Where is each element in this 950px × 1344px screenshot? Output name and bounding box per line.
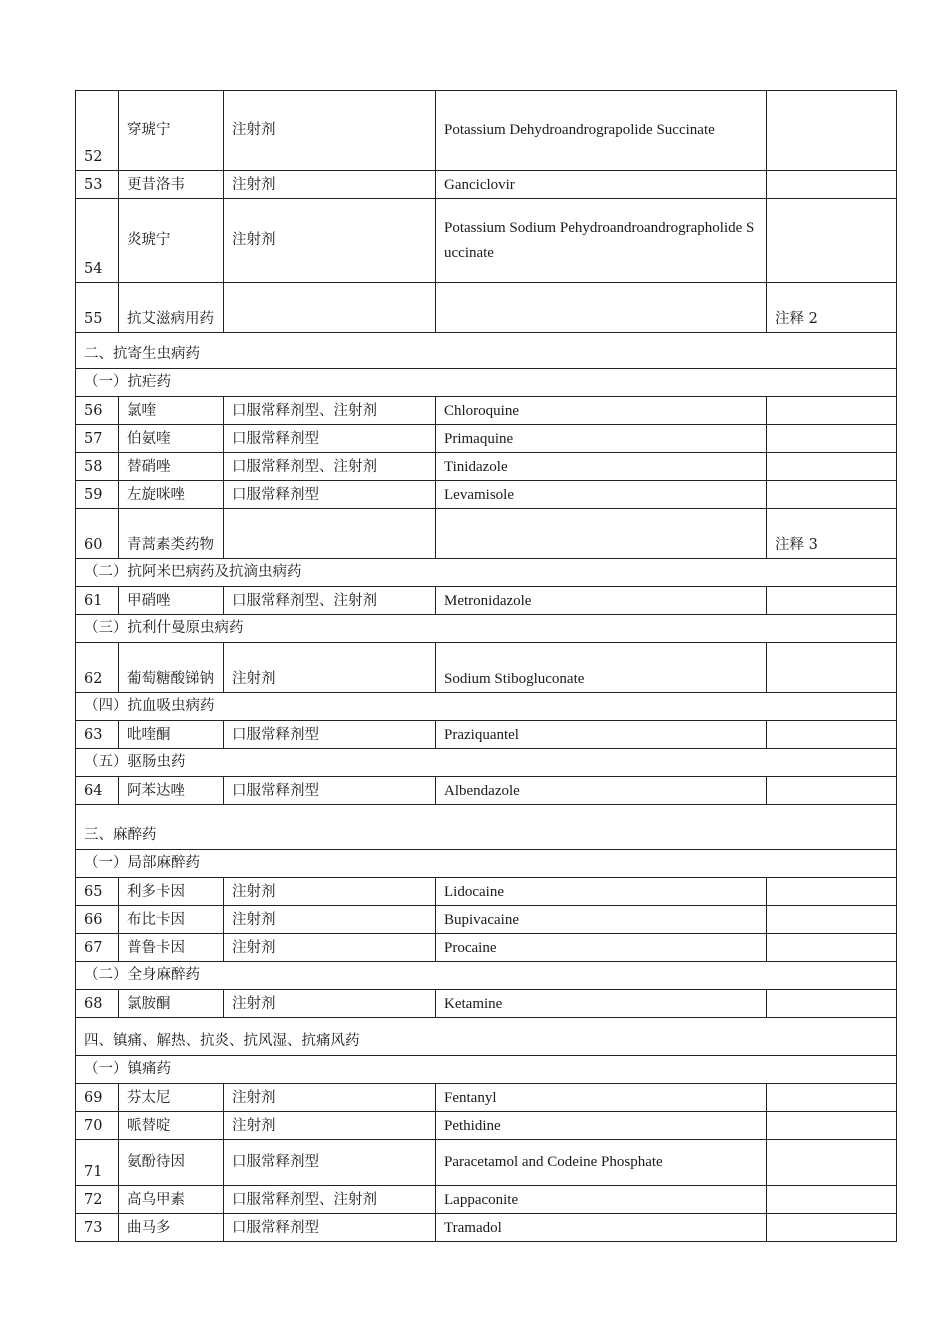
row-number: 63 [76, 721, 119, 749]
subsection-heading-row [76, 615, 897, 643]
drug-name-en: Bupivacaine [436, 906, 767, 934]
remark [767, 1084, 897, 1112]
table-row [76, 397, 897, 425]
remark [767, 1140, 897, 1186]
table-row [76, 91, 897, 171]
remark [767, 1186, 897, 1214]
row-number: 73 [76, 1214, 119, 1242]
drug-name-cn: 葡萄糖酸锑钠 [119, 643, 224, 693]
drug-name-cn: 吡喹酮 [119, 721, 224, 749]
table-row [76, 906, 897, 934]
drug-name-en [436, 509, 767, 559]
row-number: 64 [76, 777, 119, 805]
subsection-heading: （三）抗利什曼原虫病药 [76, 615, 897, 643]
table-row [76, 425, 897, 453]
dosage-form: 注射剂 [224, 171, 436, 199]
section-heading-row [76, 805, 897, 850]
row-number: 71 [76, 1140, 119, 1186]
drug-name-en: Chloroquine [436, 397, 767, 425]
dosage-form: 口服常释剂型 [224, 777, 436, 805]
drug-name-en: Ketamine [436, 990, 767, 1018]
remark [767, 878, 897, 906]
table-row [76, 878, 897, 906]
drug-name-en: Praziquantel [436, 721, 767, 749]
section-heading-row [76, 1018, 897, 1056]
subsection-heading: （四）抗血吸虫病药 [76, 693, 897, 721]
section-heading: 三、麻醉药 [76, 805, 897, 850]
remark [767, 643, 897, 693]
section-heading: 二、抗寄生虫病药 [76, 333, 897, 369]
table-row [76, 721, 897, 749]
row-number: 52 [76, 91, 119, 171]
section-heading-row [76, 333, 897, 369]
dosage-form: 注射剂 [224, 91, 436, 171]
row-number: 62 [76, 643, 119, 693]
drug-name-cn: 青蒿素类药物 [119, 509, 224, 559]
dosage-form: 注射剂 [224, 643, 436, 693]
drug-name-en: Tinidazole [436, 453, 767, 481]
table-row [76, 1112, 897, 1140]
drug-name-en: Tramadol [436, 1214, 767, 1242]
remark [767, 1112, 897, 1140]
drug-name-cn: 抗艾滋病用药 [119, 283, 224, 333]
row-number: 57 [76, 425, 119, 453]
dosage-form: 口服常释剂型、注射剂 [224, 397, 436, 425]
row-number: 55 [76, 283, 119, 333]
table-row [76, 453, 897, 481]
drug-name-cn: 穿琥宁 [119, 91, 224, 171]
drug-name-cn: 替硝唑 [119, 453, 224, 481]
drug-name-cn: 氯胺酮 [119, 990, 224, 1018]
row-number: 65 [76, 878, 119, 906]
remark [767, 91, 897, 171]
drug-name-en: Primaquine [436, 425, 767, 453]
drug-name-cn: 氯喹 [119, 397, 224, 425]
drug-name-cn: 布比卡因 [119, 906, 224, 934]
dosage-form [224, 509, 436, 559]
dosage-form: 注射剂 [224, 906, 436, 934]
subsection-heading: （五）驱肠虫药 [76, 749, 897, 777]
dosage-form: 注射剂 [224, 878, 436, 906]
row-number: 53 [76, 171, 119, 199]
table-row [76, 643, 897, 693]
table-row [76, 1084, 897, 1112]
remark [767, 453, 897, 481]
table-row [76, 481, 897, 509]
drug-name-cn: 伯氨喹 [119, 425, 224, 453]
dosage-form: 注射剂 [224, 934, 436, 962]
drug-name-en: Paracetamol and Codeine Phosphate [436, 1140, 767, 1186]
drug-name-en: Metronidazole [436, 587, 767, 615]
subsection-heading-row [76, 559, 897, 587]
table-row [76, 990, 897, 1018]
drug-name-cn: 高乌甲素 [119, 1186, 224, 1214]
remark [767, 1214, 897, 1242]
table-row [76, 934, 897, 962]
table-row [76, 1214, 897, 1242]
remark [767, 934, 897, 962]
remark: 注释 3 [767, 509, 897, 559]
drug-name-cn: 利多卡因 [119, 878, 224, 906]
dosage-form: 口服常释剂型 [224, 1140, 436, 1186]
row-number: 59 [76, 481, 119, 509]
dosage-form: 口服常释剂型 [224, 425, 436, 453]
subsection-heading-row [76, 693, 897, 721]
table-row [76, 1140, 897, 1186]
drug-name-en: Fentanyl [436, 1084, 767, 1112]
dosage-form: 口服常释剂型 [224, 721, 436, 749]
drug-name-cn: 曲马多 [119, 1214, 224, 1242]
dosage-form [224, 283, 436, 333]
subsection-heading: （二）抗阿米巴病药及抗滴虫病药 [76, 559, 897, 587]
drug-name-cn: 阿苯达唑 [119, 777, 224, 805]
dosage-form: 口服常释剂型、注射剂 [224, 453, 436, 481]
drug-name-en: Sodium Stibogluconate [436, 643, 767, 693]
row-number: 67 [76, 934, 119, 962]
table-row [76, 587, 897, 615]
row-number: 60 [76, 509, 119, 559]
table-row [76, 1186, 897, 1214]
remark [767, 777, 897, 805]
row-number: 70 [76, 1112, 119, 1140]
remark [767, 397, 897, 425]
drug-list-table [75, 90, 897, 1242]
subsection-heading-row [76, 369, 897, 397]
subsection-heading: （一）局部麻醉药 [76, 850, 897, 878]
table-row [76, 199, 897, 283]
dosage-form: 注射剂 [224, 990, 436, 1018]
section-heading: 四、镇痛、解热、抗炎、抗风湿、抗痛风药 [76, 1018, 897, 1056]
drug-name-en: Pethidine [436, 1112, 767, 1140]
row-number: 54 [76, 199, 119, 283]
drug-name-cn: 左旋咪唑 [119, 481, 224, 509]
row-number: 58 [76, 453, 119, 481]
row-number: 69 [76, 1084, 119, 1112]
drug-name-en: Potassium Sodium Pehydroandroandrographolide Succinate [436, 199, 767, 283]
drug-name-en: Lappaconite [436, 1186, 767, 1214]
drug-name-en: Lidocaine [436, 878, 767, 906]
drug-name-en: Levamisole [436, 481, 767, 509]
drug-name-cn: 哌替啶 [119, 1112, 224, 1140]
row-number: 56 [76, 397, 119, 425]
row-number: 68 [76, 990, 119, 1018]
remark [767, 171, 897, 199]
subsection-heading-row [76, 962, 897, 990]
drug-name-cn: 更昔洛韦 [119, 171, 224, 199]
drug-name-cn: 芬太尼 [119, 1084, 224, 1112]
drug-name-en: Procaine [436, 934, 767, 962]
dosage-form: 口服常释剂型、注射剂 [224, 1186, 436, 1214]
row-number: 66 [76, 906, 119, 934]
subsection-heading-row [76, 850, 897, 878]
remark: 注释 2 [767, 283, 897, 333]
drug-name-cn: 甲硝唑 [119, 587, 224, 615]
drug-name-cn: 氨酚待因 [119, 1140, 224, 1186]
drug-name-cn: 炎琥宁 [119, 199, 224, 283]
row-number: 72 [76, 1186, 119, 1214]
dosage-form: 注射剂 [224, 1112, 436, 1140]
drug-name-cn: 普鲁卡因 [119, 934, 224, 962]
subsection-heading: （二）全身麻醉药 [76, 962, 897, 990]
remark [767, 481, 897, 509]
drug-name-en [436, 283, 767, 333]
subsection-heading-row [76, 1056, 897, 1084]
remark [767, 990, 897, 1018]
dosage-form: 注射剂 [224, 199, 436, 283]
remark [767, 425, 897, 453]
table-row [76, 283, 897, 333]
row-number: 61 [76, 587, 119, 615]
remark [767, 906, 897, 934]
table-row [76, 777, 897, 805]
drug-name-en: Albendazole [436, 777, 767, 805]
subsection-heading: （一）镇痛药 [76, 1056, 897, 1084]
subsection-heading: （一）抗疟药 [76, 369, 897, 397]
dosage-form: 口服常释剂型 [224, 1214, 436, 1242]
subsection-heading-row [76, 749, 897, 777]
drug-name-en: Ganciclovir [436, 171, 767, 199]
dosage-form: 注射剂 [224, 1084, 436, 1112]
drug-name-en: Potassium Dehydroandrograpolide Succinate [436, 91, 767, 171]
table-row [76, 509, 897, 559]
dosage-form: 口服常释剂型、注射剂 [224, 587, 436, 615]
table-row [76, 171, 897, 199]
remark [767, 199, 897, 283]
remark [767, 721, 897, 749]
dosage-form: 口服常释剂型 [224, 481, 436, 509]
remark [767, 587, 897, 615]
